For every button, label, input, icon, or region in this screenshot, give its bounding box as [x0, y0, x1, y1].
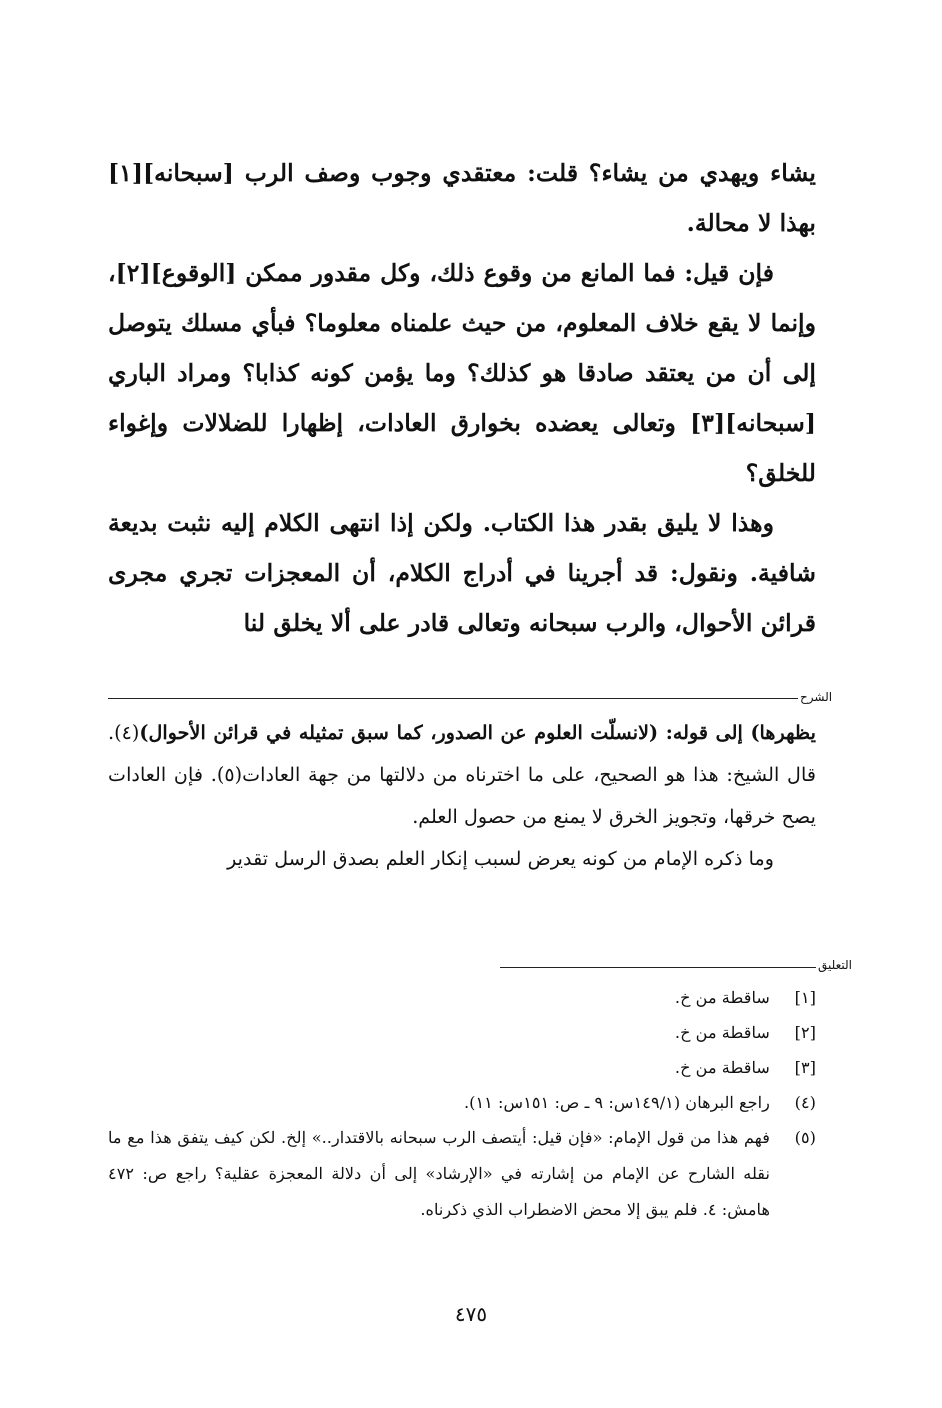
commentary-paragraph-2: وما ذكره الإمام من كونه يعرض لسبب إنكار العلم بصدق الرسل تقدير	[227, 847, 774, 870]
footnote-5	[108, 1120, 816, 1228]
footnote-text: ساقطة من خ.	[674, 988, 770, 1007]
main-paragraph-3: وهذا لا يليق بقدر هذا الكتاب. ولكن إذا انتهى الكلام إليه نثبت بديعة شافية. ونقول: قد أجرينا في أدراج الكلام، أن المعجزات تجري مجرى قرائن الأحوال، والرب سبحانه وتعالى قادر على ألا يخلق لنا	[108, 509, 816, 637]
footnote-1	[108, 980, 816, 1015]
footnote-number: [١]	[794, 988, 816, 1007]
sharh-label: الشرح	[800, 690, 833, 704]
footnotes-section	[108, 980, 816, 1228]
footnote-number: (٥)	[794, 1128, 816, 1147]
footnote-number: [٢]	[794, 1023, 816, 1042]
commentary-paragraph-1	[108, 712, 816, 838]
main-paragraph-2: فإن قيل: فما المانع من وقوع ذلك، وكل مقدور ممكن [الوقوع][٢]، وإنما لا يقع خلاف المعلوم، من حيث علمناه معلوما؟ فبأي مسلك يتوصل إلى أن من يعتقد صادقا هو كذلك؟ وما يؤمن كونه كذابا؟ ومراد الباري [سبحانه][٣] وتعالى يعضده بخوارق العادات، إظهارا للضلالات وإغواء للخلق؟	[108, 259, 816, 487]
footnote-text: ساقطة من خ.	[674, 1023, 770, 1042]
sharh-divider-line	[108, 698, 798, 699]
footnote-text: ساقطة من خ.	[674, 1058, 770, 1077]
footnote-3	[108, 1050, 816, 1085]
commentary-remark: (٤). قال الشيخ: هذا هو الصحيح، على ما اخترناه من دلالتها من جهة العادات(٥). فإن العادات يصح خرقها، وتجويز الخرق لا يمنع من حصول العلم.	[108, 721, 816, 828]
main-paragraph-1: يشاء ويهدي من يشاء؟ قلت: معتقدي وجوب وصف الرب [سبحانه][١] بهذا لا محالة.	[108, 159, 816, 237]
taliq-divider-line	[500, 967, 816, 968]
page-number: ٤٧٥	[454, 1302, 488, 1326]
taliq-label: التعليق	[818, 958, 853, 972]
footnote-number: [٣]	[794, 1058, 816, 1077]
footnote-2	[108, 1015, 816, 1050]
commentary-section	[108, 712, 816, 880]
main-text-body	[108, 148, 816, 648]
commentary-quote: يظهرها) إلى قوله: (لانسلّت العلوم عن الصدور، كما سبق تمثيله في قرائن الأحوال)	[139, 721, 816, 744]
footnote-number: (٤)	[794, 1093, 816, 1112]
footnote-text: فهم هذا من قول الإمام: «فإن قيل: أيتصف الرب سبحانه بالاقتدار..» إلخ. لكن كيف يتفق هذا مع ما نقله الشارح عن الإمام من إشارته في «الإرشاد» إلى أن دلالة المعجزة عقلية؟ راجع ص: ٤٧٢ هامش: ٤. فلم يبق إلا محض الاضطراب الذي ذكرناه.	[108, 1128, 770, 1219]
footnote-text: راجع البرهان (١٤٩/١س: ٩ ـ ص: ١٥١س: ١١).	[463, 1093, 770, 1112]
footnote-4	[108, 1085, 816, 1120]
